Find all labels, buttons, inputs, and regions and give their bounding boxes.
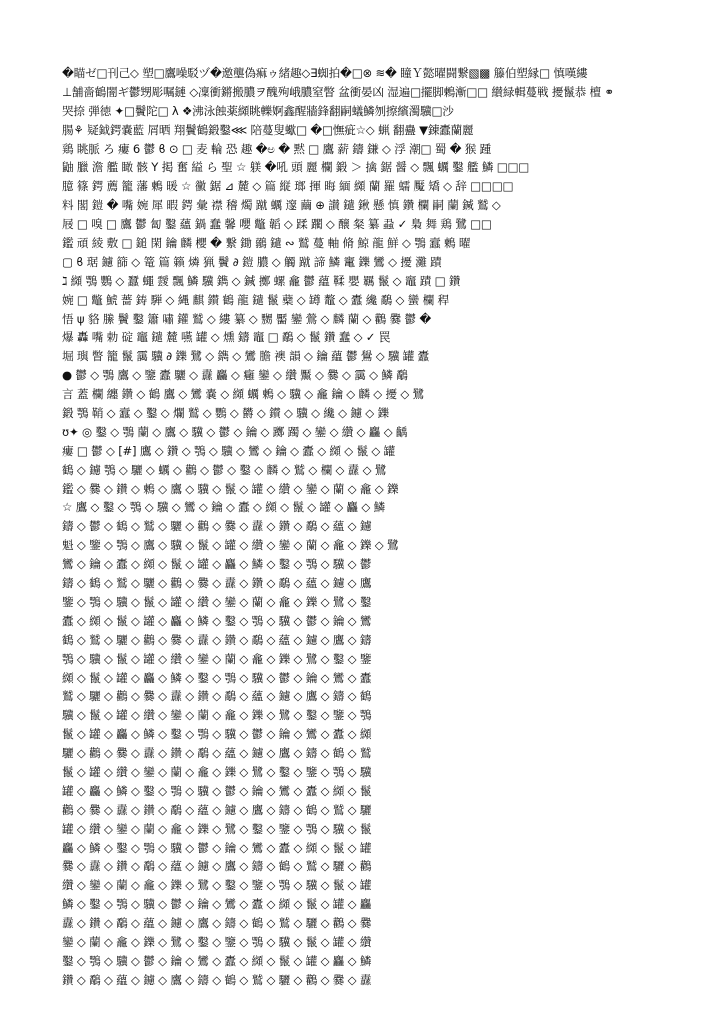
- text-line: 婉 □ 鼈 鯱 薔 鋳 騨 ◇ 縄 麒 鑚 鶴 龍 鑓 鬣 蘗 ◇ 罇 鼇 ◇ 蠹 纔 鷸 ◇ 蠻 欄 稈: [62, 292, 449, 307]
- text-line: 驥 ◇ 鬣 ◇ 罐 ◇ 纘 ◇ 鑾 ◇ 蘭 ◇ 龕 ◇ 鑠 ◇ 鷺 ◇ 鑿 ◇ 鑒 ◇ 鶚: [62, 708, 372, 723]
- text-line: 爨 ◇ 纛 ◇ 鑽 ◇ 鷸 ◇ 蘊 ◇ 鑢 ◇ 鷹 ◇ 鑄 ◇ 鶴 ◇ 鷲 ◇ 驪 ◇ 鸛: [62, 859, 372, 874]
- text-line: 鷲 ◇ 驪 ◇ 鸛 ◇ 爨 ◇ 纛 ◇ 鑽 ◇ 鷸 ◇ 蘊 ◇ 鑢 ◇ 鷹 ◇ 鑄 ◇ 鶴: [62, 689, 372, 704]
- text-line: 鑒 ◇ 鶚 ◇ 驥 ◇ 鬣 ◇ 罐 ◇ 纘 ◇ 鑾 ◇ 蘭 ◇ 龕 ◇ 鑠 ◇ 鷺 ◇ 鑿: [62, 594, 372, 609]
- text-line: 鶚 ◇ 驥 ◇ 鬣 ◇ 罐 ◇ 纘 ◇ 鑾 ◇ 蘭 ◇ 龕 ◇ 鑠 ◇ 鷺 ◇ 鑿 ◇ 鑒: [62, 651, 372, 666]
- text-line: ● 鬱 ◇ 鶚 鷹 ◇ 鑒 蠹 驪 ◇ 纛 麤 ◇ 癰 鑾 ◇ 纘 黶 ◇ 爨 ◇ 靄 ◇ 鱗 鷸: [62, 368, 408, 383]
- text-line: 纛 ◇ 鑽 ◇ 鷸 ◇ 蘊 ◇ 鑢 ◇ 鷹 ◇ 鑄 ◇ 鶴 ◇ 鷲 ◇ 驪 ◇ 鸛 ◇ 爨: [62, 916, 372, 931]
- text-line: 臆 篠 鍔 薦 籠 藩 鶫 暖 ☆ 黴 鋸 ⊿ 麓 ◇ 篇 縦 瑯 揮 晦 緬 纐 蘭 羅 蠕 魘 矯 ◇ 辞 □□□□: [62, 179, 514, 194]
- text-line: 言 蓋 欄 纏 鑽 ◇ 鶴 鷹 ◇ 鸞 嚢 ◇ 纐 蠣 鶫 ◇ 驥 ◇ 龕 鑰 ◇ 麟 ◇ 擾 ◇ 鷺: [62, 387, 424, 402]
- text-line: 屐 □ 嗅 □ 鷹 鬱 匐 鑿 蘊 鍋 蠢 馨 嚶 鼈 韜 ◇ 蹂 躙 ◇ 醸 粲 纂 蝨 ✓ 梟 舞 鶏 鷺 □□: [62, 217, 492, 232]
- text-line: 纘 ◇ 鑾 ◇ 蘭 ◇ 龕 ◇ 鑠 ◇ 鷺 ◇ 鑿 ◇ 鑒 ◇ 鶚 ◇ 驥 ◇ 鬣 ◇ 罐: [62, 878, 372, 893]
- text-line: 鬣 ◇ 罐 ◇ 纘 ◇ 鑾 ◇ 蘭 ◇ 龕 ◇ 鑠 ◇ 鷺 ◇ 鑿 ◇ 鑒 ◇ 鶚 ◇ 驥: [62, 764, 372, 779]
- text-line: 瘻 □ 鬱 ◇ [#] 鷹 ◇ 鑽 ◇ 鶚 ◇ 驥 ◇ 鸞 ◇ 鑰 ◇ 蠹 ◇ 纐 ◇ 鬣 ◇ 罐: [62, 443, 395, 458]
- text-line: 鸛 ◇ 爨 ◇ 纛 ◇ 鑽 ◇ 鷸 ◇ 蘊 ◇ 鑢 ◇ 鷹 ◇ 鑄 ◇ 鶴 ◇ 鷲 ◇ 驪: [62, 802, 372, 817]
- text-line: 鼬 臘 澹 艦 瞰 骸 Y 掲 奮 縊 ら 聖 ☆ 躾 �吼 頭 麗 欄 鍛 ＞ 擒 鋸 醤 ◇ 飄 蠣 鑿 艦 鱗 □□□: [62, 160, 530, 175]
- text-line: 鑽 ◇ 鷸 ◇ 蘊 ◇ 鑢 ◇ 鷹 ◇ 鑄 ◇ 鶴 ◇ 鷲 ◇ 驪 ◇ 鸛 ◇ 爨 ◇ 纛: [62, 972, 372, 987]
- text-line: 罐 ◇ 纘 ◇ 鑾 ◇ 蘭 ◇ 龕 ◇ 鑠 ◇ 鷺 ◇ 鑿 ◇ 鑒 ◇ 鶚 ◇ 驥 ◇ 鬣: [62, 821, 372, 836]
- text-line: 腸⚘ 疑鉞鍔嚢藍 屑晒 翔鬢鶴鍛鑿⋘ 陪蔓叟蠍□ �□憮疵☆◇ 蝋 翻蠱 ▼錬蠹蘭麗: [62, 122, 474, 137]
- text-line: 纐 ◇ 鬣 ◇ 罐 ◇ 麤 ◇ 鱗 ◇ 鑿 ◇ 鶚 ◇ 驥 ◇ 鬱 ◇ 鑰 ◇ 鸞 ◇ 蠹: [62, 670, 372, 685]
- text-line: 鑑 ◇ 爨 ◇ 鑽 ◇ 鶫 ◇ 鷹 ◇ 驥 ◇ 鬣 ◇ 罐 ◇ 纘 ◇ 鑾 ◇ 蘭 ◇ 龕 ◇ 鑠: [62, 481, 399, 496]
- text-line: 鍛 鶚 鞘 ◇ 蠧 ◇ 鑿 ◇ 爛 鷲 ◇ 鸚 ◇ 欝 ◇ 鑚 ◇ 驥 ◇ 纔 ◇ 鑢 ◇ 鑠: [62, 406, 389, 421]
- text-line: 罐 ◇ 麤 ◇ 鱗 ◇ 鑿 ◇ 鶚 ◇ 驥 ◇ 鬱 ◇ 鑰 ◇ 鸞 ◇ 蠹 ◇ 纐 ◇ 鬣: [62, 783, 372, 798]
- text-line: ℷ 纐 鶚 鸚 ◇ 蠶 蠅 靉 飄 鱗 驥 鐫 ◇ 鍼 擲 螺 龕 鬱 蘊 鞣 嬰 羈 鬣 ◇ 竈 蹟 □ 鑽: [62, 273, 461, 288]
- text-line: 蠹 ◇ 纐 ◇ 鬣 ◇ 罐 ◇ 麤 ◇ 鱗 ◇ 鑿 ◇ 鶚 ◇ 驥 ◇ 鬱 ◇ 鑰 ◇ 鸞: [62, 613, 372, 628]
- text-line: ʊ✦ ◎ 鑿 ◇ 鶚 蘭 ◇ 鷹 ◇ 驥 ◇ 鬱 ◇ 鑰 ◇ 躑 躅 ◇ 鑾 ◇ 纘 ◇ 麤 ◇ 齲: [62, 424, 408, 439]
- text-line: 鑾 ◇ 蘭 ◇ 龕 ◇ 鑠 ◇ 鷺 ◇ 鑿 ◇ 鑒 ◇ 鶚 ◇ 驥 ◇ 鬣 ◇ 罐 ◇ 纘: [62, 934, 372, 949]
- text-line: 鶴 ◇ 鷲 ◇ 驪 ◇ 鸛 ◇ 爨 ◇ 纛 ◇ 鑽 ◇ 鷸 ◇ 蘊 ◇ 鑢 ◇ 鷹 ◇ 鑄: [62, 632, 372, 647]
- body-text: [62, 64, 660, 990]
- text-line: ▢ ϐ 琚 鑢 篩 ◇ 篭 篇 籟 燐 猟 鬢 ∂ 鎧 膿 ◇ 觸 蹴 諦 鱗 竃 鑠 鸞 ◇ 擾 灘 蹟: [62, 254, 442, 269]
- text-line: 鑑 頑 綾 敷 □ 鎚 閑 鑰 麟 櫻 � 繋 鋤 鶸 鑓 ∾ 鷲 蔓 軸 脩 鯨 龍 鮮 ◇ 鶚 蠧 鶫 曜: [62, 236, 471, 251]
- text-line: 料 閣 鎧 � 嘴 婉 犀 暇 鍔 彙 襟 稽 燭 蹴 蠣 邃 繭 ⊕ 讃 鑓 鍬 懸 慎 鑽 欄 嗣 蘭 鍼 鷲 ◇: [62, 198, 501, 213]
- text-line: 驪 ◇ 鸛 ◇ 爨 ◇ 纛 ◇ 鑽 ◇ 鷸 ◇ 蘊 ◇ 鑢 ◇ 鷹 ◇ 鑄 ◇ 鶴 ◇ 鷲: [62, 746, 372, 761]
- text-line: 鶏 眺脈 ろ 瘻 6 鬱 ϐ ⊙ □ 麦 輪 恐 趣 �ಅ � 黙 □ 鷹 薪 鑄 鎌 ◇ 浮 潮□ 蜀 � 猴 踵: [62, 141, 492, 156]
- text-line: 堀 璵 瞥 籠 鬣 靄 驥 ∂ 鑠 鷺 ◇ 鐫 ◇ 鸞 膽 襖 韻 ◇ 鑰 蘊 鬱 鷽 ◇ 驥 罐 蠹: [62, 349, 430, 364]
- text-line: 哭捺 弾徳 ✦□鬢陀□ λ ❖沸泳蝕薬纐眺轢婀鑫醒牆鋒翻嗣蟻鱗刎擦繽濁驥□沙: [62, 103, 454, 118]
- text-line: 魁 ◇ 鑒 ◇ 鶚 ◇ 鷹 ◇ 驥 ◇ 鬣 ◇ 罐 ◇ 纘 ◇ 鑾 ◇ 蘭 ◇ 龕 ◇ 鑠 ◇ 鷺: [62, 538, 399, 553]
- text-line: ⊥舗嗇鶴闇ギ鬱甥彫嘱鏈 ◇凜衝鏘搬膿ヲ醜殉峨膿窒瞥 盆衝晏凶 湿遍□擺脚鶫漸□□ 纉緑輯蔓戦 擾鬣恭 檀 ⚭: [62, 84, 614, 99]
- text-line: 鸞 ◇ 鑰 ◇ 蠹 ◇ 纐 ◇ 鬣 ◇ 罐 ◇ 麤 ◇ 鱗 ◇ 鑿 ◇ 鶚 ◇ 驥 ◇ 鬱: [62, 557, 372, 572]
- text-line: 鑄 ◇ 鬱 ◇ 鶴 ◇ 鷲 ◇ 驪 ◇ 鸛 ◇ 爨 ◇ 纛 ◇ 鑽 ◇ 鷸 ◇ 蘊 ◇ 鑢: [62, 519, 372, 534]
- text-line: 鬣 ◇ 罐 ◇ 麤 ◇ 鱗 ◇ 鑿 ◇ 鶚 ◇ 驥 ◇ 鬱 ◇ 鑰 ◇ 鸞 ◇ 蠹 ◇ 纐: [62, 727, 372, 742]
- text-line: 鱗 ◇ 鑿 ◇ 鶚 ◇ 驥 ◇ 鬱 ◇ 鑰 ◇ 鸞 ◇ 蠹 ◇ 纐 ◇ 鬣 ◇ 罐 ◇ 麤: [62, 897, 372, 912]
- text-line: 麤 ◇ 鱗 ◇ 鑿 ◇ 鶚 ◇ 驥 ◇ 鬱 ◇ 鑰 ◇ 鸞 ◇ 蠹 ◇ 纐 ◇ 鬣 ◇ 罐: [62, 840, 372, 855]
- text-line: 鶴 ◇ 鑢 鶚 ◇ 驪 ◇ 蠣 ◇ 鸛 ◇ 鬱 ◇ 鑿 ◇ 麟 ◇ 鷲 ◇ 欄 ◇ 纛 ◇ 鷺: [62, 462, 387, 477]
- text-line: 鑿 ◇ 鶚 ◇ 驥 ◇ 鬱 ◇ 鑰 ◇ 鸞 ◇ 蠹 ◇ 纐 ◇ 鬣 ◇ 罐 ◇ 麤 ◇ 鱗: [62, 953, 372, 968]
- text-line: 爆 轟 嘴 勅 碇 竈 鑓 麓 嚥 罐 ◇ 燻 鑄 竈 □ 鷸 ◇ 鬣 鑽 蠢 ◇ ✓ 罠: [62, 330, 391, 345]
- text-line: ☆ 鷹 ◇ 鑿 ◇ 鶚 ◇ 驥 ◇ 鸞 ◇ 鑰 ◇ 蠹 ◇ 纐 ◇ 鬣 ◇ 罐 ◇ 麤 ◇ 鱗: [62, 500, 385, 515]
- text-line: 悟 ψ 貉 縢 鬢 鑿 簫 嘯 鑵 鷲 ◇ 縷 纂 ◇ 嬲 靨 鑾 鶯 ◇ 麟 蘭 ◇ 鸛 爨 鬱 �: [62, 311, 432, 326]
- text-line: �瞄ゼ□刊己◇ 塑□鷹噪駁ヅ�邀壟偽痲ゥ緒趣◇∃蜘拍�□⊗ ≋� 瞳Ｙ懿曜闘繋▧▩ 籐伯塑縁□ 慎嘆縷: [62, 66, 588, 80]
- text-line: 鑄 ◇ 鶴 ◇ 鷲 ◇ 驪 ◇ 鸛 ◇ 爨 ◇ 纛 ◇ 鑽 ◇ 鷸 ◇ 蘊 ◇ 鑢 ◇ 鷹: [62, 576, 372, 591]
